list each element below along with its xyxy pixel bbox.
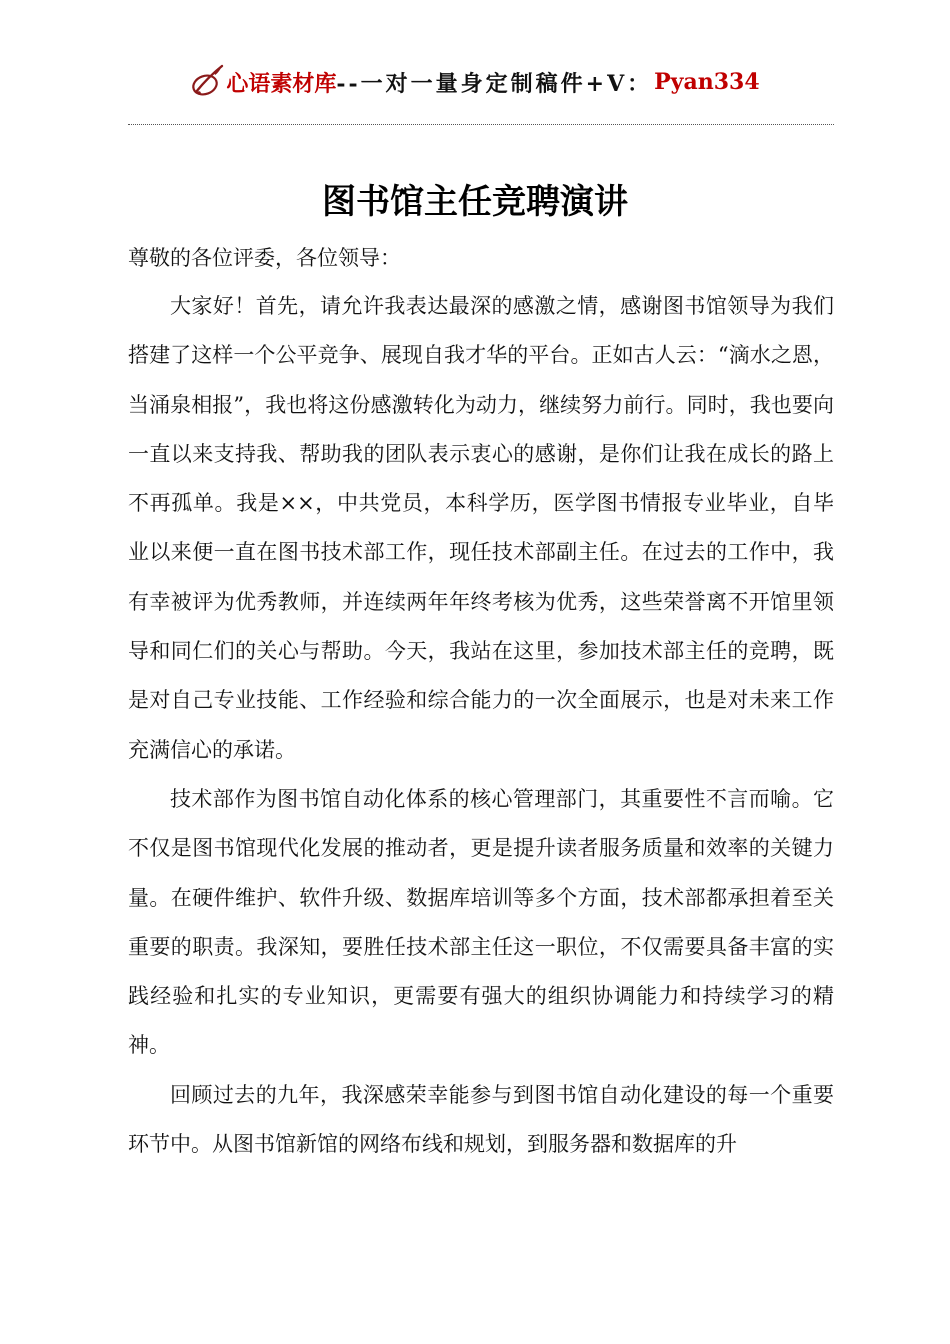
header-divider: [128, 124, 834, 125]
header-contact: Pyan334: [654, 69, 760, 95]
header-banner: [190, 58, 759, 106]
page-header: [0, 58, 950, 106]
paragraph: 技术部作为图书馆自动化体系的核心管理部门，其重要性不言而喻。它不仅是图书馆现代化发展的推动者，更是提升读者服务质量和效率的关键力量。在硬件维护、软件升级、数据库培训等多个方面，技术部都承担着至关重要的职责。我深知，要胜任技术部主任这一职位，不仅需要具备丰富的实践经验和扎实的专业知识，更需要有强大的组织协调能力和持续学习的精神。: [128, 786, 834, 1058]
document-body: [128, 282, 834, 1169]
quill-logo-icon: [190, 62, 224, 102]
paragraph: 回顾过去的九年，我深感荣幸能参与到图书馆自动化建设的每一个重要环节中。从图书馆新馆的网络布线和规划，到服务器和数据库的升: [128, 1082, 834, 1157]
document-title: 图书馆主任竞聘演讲: [322, 182, 628, 222]
salutation: 尊敬的各位评委，各位领导：: [128, 246, 401, 270]
brand-name: 心语素材库: [226, 70, 337, 97]
paragraph: 大家好！首先，请允许我表达最深的感激之情，感谢图书馆领导为我们搭建了这样一个公平竞争、展现自我才华的平台。正如古人云：“滴水之恩，当涌泉相报”，我也将这份感激转化为动力，继续努力前行。同时，我也要向一直以来支持我、帮助我的团队表示衷心的感谢，是你们让我在成长的路上不再孤单。我是××，中共党员，本科学历，医学图书情报专业毕业，自毕业以来便一直在图书技术部工作，现任技术部副主任。在过去的工作中，我有幸被评为优秀教师，并连续两年年终考核为优秀，这些荣誉离不开馆里领导和同仁们的关心与帮助。今天，我站在这里，参加技术部主任的竞聘，既是对自己专业技能、工作经验和综合能力的一次全面展示，也是对未来工作充满信心的承诺。: [128, 294, 834, 762]
header-tagline: --一对一量身定制稿件+V：: [336, 70, 653, 97]
